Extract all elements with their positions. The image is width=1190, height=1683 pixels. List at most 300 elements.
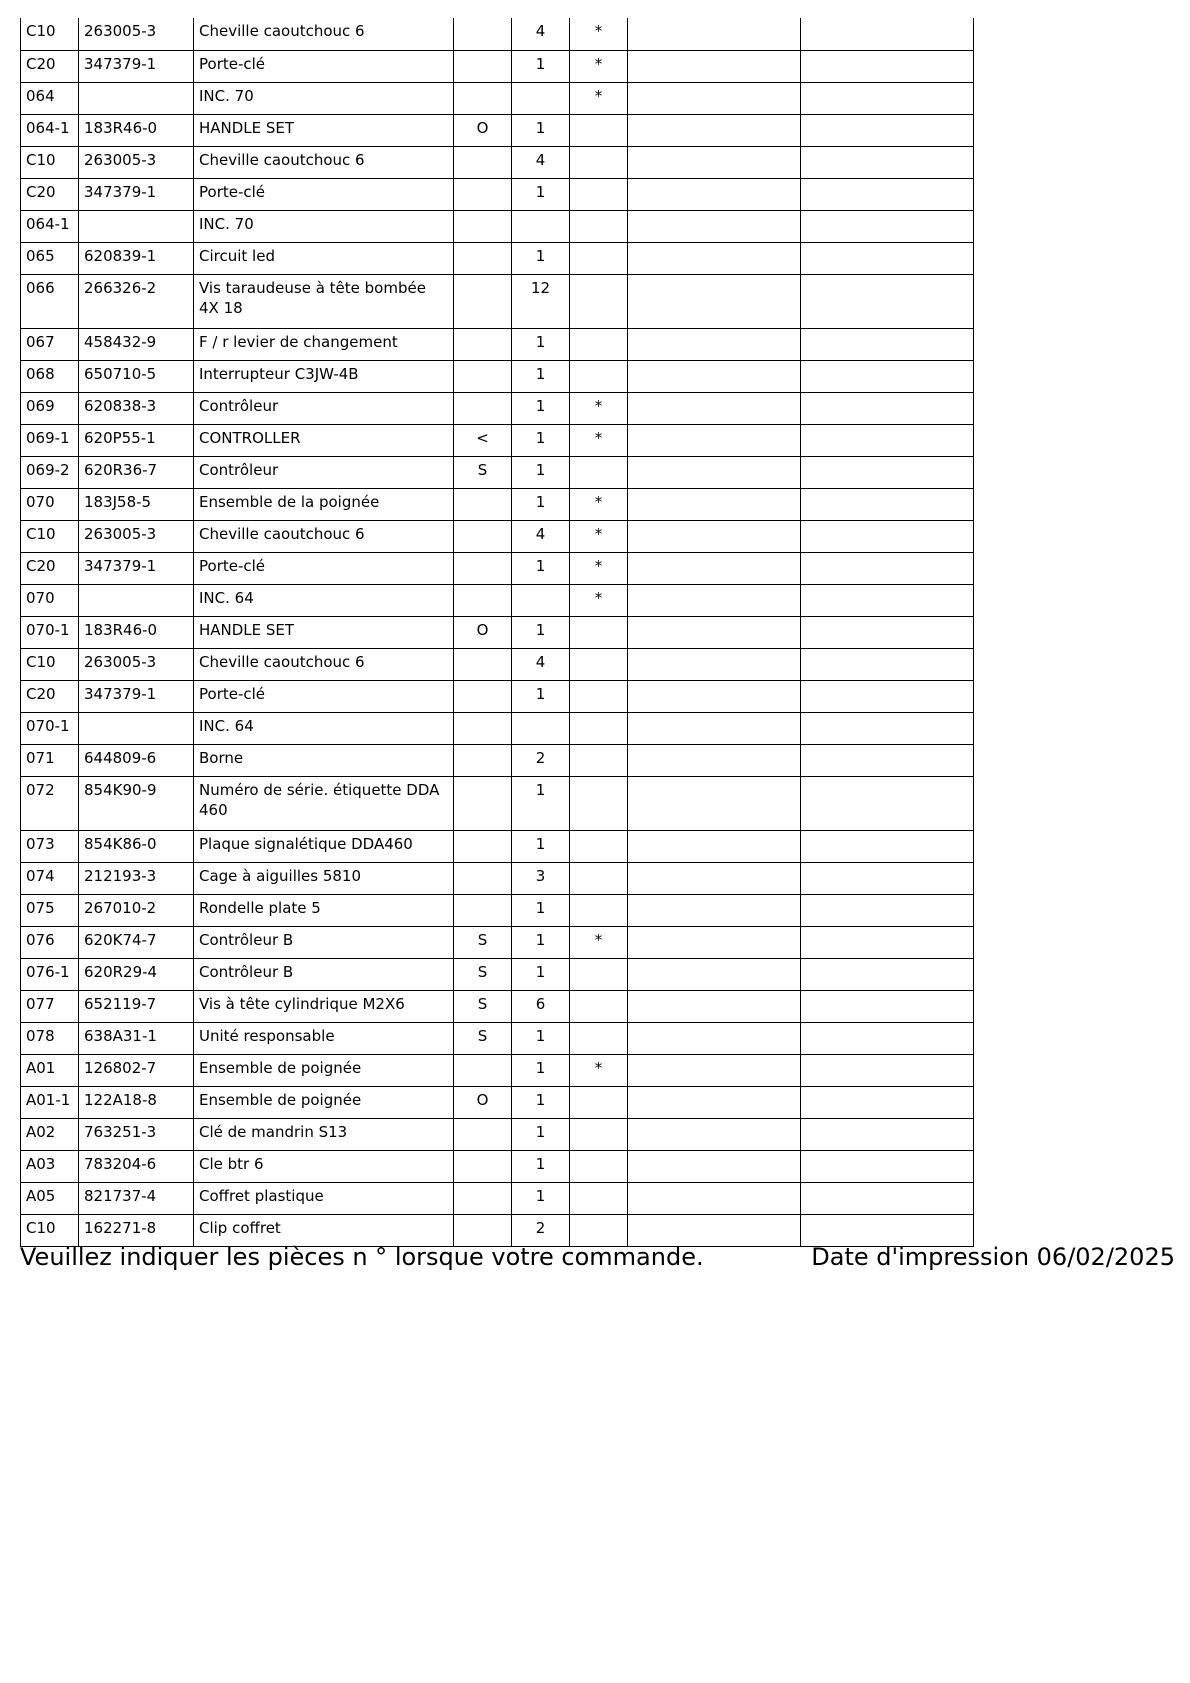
flag-cell — [454, 242, 512, 274]
item-number-cell: C10 — [21, 520, 79, 552]
flag-cell — [454, 1054, 512, 1086]
flag-cell — [454, 146, 512, 178]
description-cell: Cheville caoutchouc 6 — [194, 648, 454, 680]
table-row — [21, 210, 974, 242]
description-cell: Contrôleur B — [194, 958, 454, 990]
empty-cell — [801, 328, 974, 360]
part-number-cell: 620839-1 — [79, 242, 194, 274]
part-number-cell: 638A31-1 — [79, 1022, 194, 1054]
part-number-cell: 263005-3 — [79, 520, 194, 552]
empty-cell — [628, 680, 801, 712]
flag-cell: O — [454, 616, 512, 648]
quantity-cell — [512, 712, 570, 744]
flag-cell — [454, 584, 512, 616]
table-row — [21, 50, 974, 82]
order-instruction-note: Veuillez indiquer les pièces n ° lorsque votre commande. — [20, 1243, 704, 1271]
item-number-cell: 070 — [21, 488, 79, 520]
part-number-cell: 347379-1 — [79, 680, 194, 712]
mark-cell — [570, 744, 628, 776]
table-row — [21, 1150, 974, 1182]
flag-cell — [454, 210, 512, 242]
part-number-cell: 266326-2 — [79, 274, 194, 328]
item-number-cell: 065 — [21, 242, 79, 274]
mark-cell — [570, 274, 628, 328]
description-cell: Plaque signalétique DDA460 — [194, 830, 454, 862]
flag-cell — [454, 862, 512, 894]
item-number-cell: 067 — [21, 328, 79, 360]
mark-cell: * — [570, 584, 628, 616]
part-number-cell: 183R46-0 — [79, 616, 194, 648]
flag-cell — [454, 1118, 512, 1150]
description-cell: Ensemble de poignée — [194, 1086, 454, 1118]
empty-cell — [801, 18, 974, 50]
part-number-cell: 620K74-7 — [79, 926, 194, 958]
mark-cell — [570, 616, 628, 648]
empty-cell — [801, 114, 974, 146]
item-number-cell: 075 — [21, 894, 79, 926]
part-number-cell — [79, 712, 194, 744]
empty-cell — [801, 1118, 974, 1150]
item-number-cell: A01-1 — [21, 1086, 79, 1118]
item-number-cell: 070-1 — [21, 616, 79, 648]
empty-cell — [801, 210, 974, 242]
table-row — [21, 456, 974, 488]
flag-cell — [454, 488, 512, 520]
quantity-cell: 1 — [512, 552, 570, 584]
empty-cell — [628, 1086, 801, 1118]
empty-cell — [801, 1054, 974, 1086]
print-date: Date d'impression 06/02/2025 — [811, 1243, 1175, 1271]
flag-cell — [454, 552, 512, 584]
empty-cell — [628, 50, 801, 82]
part-number-cell: 263005-3 — [79, 648, 194, 680]
empty-cell — [628, 18, 801, 50]
table-row — [21, 1086, 974, 1118]
flag-cell — [454, 274, 512, 328]
description-cell: Rondelle plate 5 — [194, 894, 454, 926]
table-row — [21, 114, 974, 146]
flag-cell — [454, 1182, 512, 1214]
quantity-cell: 12 — [512, 274, 570, 328]
description-cell: Vis à tête cylindrique M2X6 — [194, 990, 454, 1022]
quantity-cell: 1 — [512, 776, 570, 830]
item-number-cell: 064 — [21, 82, 79, 114]
flag-cell: S — [454, 1022, 512, 1054]
item-number-cell: 072 — [21, 776, 79, 830]
item-number-cell: C20 — [21, 50, 79, 82]
description-cell: INC. 64 — [194, 712, 454, 744]
quantity-cell: 1 — [512, 926, 570, 958]
flag-cell — [454, 328, 512, 360]
description-cell: Cle btr 6 — [194, 1150, 454, 1182]
table-row — [21, 424, 974, 456]
empty-cell — [628, 178, 801, 210]
flag-cell: S — [454, 958, 512, 990]
quantity-cell: 1 — [512, 360, 570, 392]
quantity-cell — [512, 584, 570, 616]
mark-cell: * — [570, 552, 628, 584]
description-cell: Unité responsable — [194, 1022, 454, 1054]
empty-cell — [628, 990, 801, 1022]
mark-cell — [570, 1022, 628, 1054]
part-number-cell: 620838-3 — [79, 392, 194, 424]
quantity-cell: 1 — [512, 1118, 570, 1150]
empty-cell — [801, 1182, 974, 1214]
part-number-cell: 183J58-5 — [79, 488, 194, 520]
part-number-cell — [79, 210, 194, 242]
quantity-cell: 1 — [512, 894, 570, 926]
quantity-cell: 4 — [512, 520, 570, 552]
part-number-cell: 821737-4 — [79, 1182, 194, 1214]
quantity-cell: 1 — [512, 242, 570, 274]
description-cell: Contrôleur — [194, 392, 454, 424]
empty-cell — [801, 712, 974, 744]
empty-cell — [801, 488, 974, 520]
mark-cell — [570, 242, 628, 274]
part-number-cell: 347379-1 — [79, 552, 194, 584]
empty-cell — [628, 894, 801, 926]
part-number-cell: 183R46-0 — [79, 114, 194, 146]
quantity-cell: 4 — [512, 18, 570, 50]
empty-cell — [628, 584, 801, 616]
mark-cell — [570, 776, 628, 830]
item-number-cell: 068 — [21, 360, 79, 392]
table-row — [21, 616, 974, 648]
mark-cell — [570, 712, 628, 744]
flag-cell — [454, 360, 512, 392]
empty-cell — [628, 552, 801, 584]
quantity-cell: 1 — [512, 50, 570, 82]
mark-cell — [570, 210, 628, 242]
part-number-cell: 620P55-1 — [79, 424, 194, 456]
table-row — [21, 680, 974, 712]
flag-cell — [454, 50, 512, 82]
part-number-cell: 458432-9 — [79, 328, 194, 360]
parts-table-body — [21, 18, 974, 1246]
empty-cell — [628, 424, 801, 456]
table-row — [21, 146, 974, 178]
empty-cell — [801, 1086, 974, 1118]
empty-cell — [801, 456, 974, 488]
empty-cell — [801, 584, 974, 616]
flag-cell — [454, 830, 512, 862]
item-number-cell: C10 — [21, 18, 79, 50]
description-cell: Clip coffret — [194, 1214, 454, 1246]
table-row — [21, 712, 974, 744]
empty-cell — [628, 82, 801, 114]
empty-cell — [801, 274, 974, 328]
empty-cell — [628, 1118, 801, 1150]
part-number-cell: 263005-3 — [79, 146, 194, 178]
table-row — [21, 1022, 974, 1054]
item-number-cell: 066 — [21, 274, 79, 328]
table-row — [21, 392, 974, 424]
table-row — [21, 648, 974, 680]
part-number-cell: 122A18-8 — [79, 1086, 194, 1118]
mark-cell — [570, 830, 628, 862]
flag-cell — [454, 82, 512, 114]
description-cell: Porte-clé — [194, 680, 454, 712]
quantity-cell: 1 — [512, 488, 570, 520]
table-row — [21, 274, 974, 328]
description-cell: Borne — [194, 744, 454, 776]
item-number-cell: 073 — [21, 830, 79, 862]
quantity-cell: 1 — [512, 424, 570, 456]
empty-cell — [628, 146, 801, 178]
quantity-cell: 1 — [512, 392, 570, 424]
description-cell: Cheville caoutchouc 6 — [194, 520, 454, 552]
empty-cell — [628, 744, 801, 776]
flag-cell — [454, 776, 512, 830]
item-number-cell: A01 — [21, 1054, 79, 1086]
quantity-cell — [512, 210, 570, 242]
empty-cell — [801, 242, 974, 274]
empty-cell — [801, 1150, 974, 1182]
empty-cell — [628, 830, 801, 862]
part-number-cell: 263005-3 — [79, 18, 194, 50]
description-cell: Ensemble de poignée — [194, 1054, 454, 1086]
description-cell: INC. 70 — [194, 210, 454, 242]
flag-cell — [454, 392, 512, 424]
item-number-cell: 064-1 — [21, 114, 79, 146]
mark-cell: * — [570, 424, 628, 456]
quantity-cell: 2 — [512, 1214, 570, 1246]
table-row — [21, 958, 974, 990]
quantity-cell: 1 — [512, 114, 570, 146]
quantity-cell: 1 — [512, 1182, 570, 1214]
flag-cell — [454, 744, 512, 776]
mark-cell — [570, 456, 628, 488]
description-cell: HANDLE SET — [194, 616, 454, 648]
table-row — [21, 584, 974, 616]
empty-cell — [628, 1054, 801, 1086]
table-row — [21, 990, 974, 1022]
part-number-cell: 267010-2 — [79, 894, 194, 926]
table-row — [21, 242, 974, 274]
part-number-cell: 162271-8 — [79, 1214, 194, 1246]
empty-cell — [628, 712, 801, 744]
empty-cell — [801, 146, 974, 178]
quantity-cell: 2 — [512, 744, 570, 776]
flag-cell — [454, 680, 512, 712]
table-row — [21, 82, 974, 114]
part-number-cell: 783204-6 — [79, 1150, 194, 1182]
mark-cell: * — [570, 520, 628, 552]
quantity-cell — [512, 82, 570, 114]
mark-cell — [570, 1182, 628, 1214]
item-number-cell: A05 — [21, 1182, 79, 1214]
part-number-cell — [79, 82, 194, 114]
empty-cell — [801, 392, 974, 424]
part-number-cell: 854K90-9 — [79, 776, 194, 830]
mark-cell: * — [570, 1054, 628, 1086]
description-cell: Ensemble de la poignée — [194, 488, 454, 520]
empty-cell — [801, 830, 974, 862]
table-row — [21, 360, 974, 392]
mark-cell — [570, 680, 628, 712]
flag-cell — [454, 894, 512, 926]
flag-cell — [454, 18, 512, 50]
empty-cell — [801, 776, 974, 830]
flag-cell — [454, 712, 512, 744]
empty-cell — [801, 926, 974, 958]
mark-cell: * — [570, 82, 628, 114]
item-number-cell: 064-1 — [21, 210, 79, 242]
description-cell: Porte-clé — [194, 50, 454, 82]
item-number-cell: 077 — [21, 990, 79, 1022]
quantity-cell: 3 — [512, 862, 570, 894]
empty-cell — [801, 958, 974, 990]
description-cell: HANDLE SET — [194, 114, 454, 146]
description-cell: Contrôleur B — [194, 926, 454, 958]
quantity-cell: 1 — [512, 1086, 570, 1118]
empty-cell — [801, 680, 974, 712]
table-row — [21, 926, 974, 958]
mark-cell — [570, 1118, 628, 1150]
empty-cell — [628, 616, 801, 648]
item-number-cell: 070-1 — [21, 712, 79, 744]
item-number-cell: C20 — [21, 552, 79, 584]
item-number-cell: 078 — [21, 1022, 79, 1054]
quantity-cell: 1 — [512, 830, 570, 862]
item-number-cell: 069 — [21, 392, 79, 424]
quantity-cell: 1 — [512, 1054, 570, 1086]
table-row — [21, 894, 974, 926]
part-number-cell — [79, 584, 194, 616]
part-number-cell: 347379-1 — [79, 50, 194, 82]
flag-cell — [454, 178, 512, 210]
table-row — [21, 520, 974, 552]
empty-cell — [801, 894, 974, 926]
mark-cell — [570, 990, 628, 1022]
mark-cell — [570, 178, 628, 210]
quantity-cell: 1 — [512, 958, 570, 990]
empty-cell — [628, 1150, 801, 1182]
item-number-cell: 074 — [21, 862, 79, 894]
mark-cell — [570, 328, 628, 360]
description-cell: Contrôleur — [194, 456, 454, 488]
description-cell: Porte-clé — [194, 178, 454, 210]
mark-cell: * — [570, 50, 628, 82]
empty-cell — [628, 776, 801, 830]
item-number-cell: C10 — [21, 648, 79, 680]
description-cell: Circuit led — [194, 242, 454, 274]
part-number-cell: 620R29-4 — [79, 958, 194, 990]
mark-cell — [570, 360, 628, 392]
empty-cell — [801, 744, 974, 776]
empty-cell — [801, 1022, 974, 1054]
description-cell: Cage à aiguilles 5810 — [194, 862, 454, 894]
flag-cell — [454, 648, 512, 680]
part-number-cell: 126802-7 — [79, 1054, 194, 1086]
empty-cell — [628, 958, 801, 990]
empty-cell — [628, 926, 801, 958]
description-cell: Cheville caoutchouc 6 — [194, 146, 454, 178]
mark-cell: * — [570, 488, 628, 520]
description-cell: Coffret plastique — [194, 1182, 454, 1214]
description-cell: Interrupteur C3JW-4B — [194, 360, 454, 392]
mark-cell — [570, 894, 628, 926]
description-cell: Vis taraudeuse à tête bombée 4X 18 — [194, 274, 454, 328]
empty-cell — [628, 1182, 801, 1214]
empty-cell — [801, 178, 974, 210]
mark-cell: * — [570, 392, 628, 424]
empty-cell — [801, 360, 974, 392]
flag-cell: < — [454, 424, 512, 456]
quantity-cell: 6 — [512, 990, 570, 1022]
table-row — [21, 1118, 974, 1150]
flag-cell: O — [454, 114, 512, 146]
item-number-cell: C10 — [21, 146, 79, 178]
part-number-cell: 650710-5 — [79, 360, 194, 392]
item-number-cell: 070 — [21, 584, 79, 616]
empty-cell — [628, 1022, 801, 1054]
quantity-cell: 1 — [512, 1150, 570, 1182]
description-cell: Porte-clé — [194, 552, 454, 584]
empty-cell — [801, 50, 974, 82]
mark-cell: * — [570, 926, 628, 958]
item-number-cell: 076 — [21, 926, 79, 958]
quantity-cell: 1 — [512, 456, 570, 488]
item-number-cell: A03 — [21, 1150, 79, 1182]
part-number-cell: 212193-3 — [79, 862, 194, 894]
empty-cell — [628, 488, 801, 520]
item-number-cell: A02 — [21, 1118, 79, 1150]
description-cell: INC. 64 — [194, 584, 454, 616]
empty-cell — [628, 648, 801, 680]
part-number-cell: 652119-7 — [79, 990, 194, 1022]
flag-cell: O — [454, 1086, 512, 1118]
description-cell: F / r levier de changement — [194, 328, 454, 360]
parts-table — [20, 18, 974, 1247]
mark-cell — [570, 958, 628, 990]
quantity-cell: 1 — [512, 1022, 570, 1054]
part-number-cell: 347379-1 — [79, 178, 194, 210]
part-number-cell: 644809-6 — [79, 744, 194, 776]
mark-cell — [570, 1086, 628, 1118]
quantity-cell: 1 — [512, 328, 570, 360]
table-row — [21, 1182, 974, 1214]
empty-cell — [801, 616, 974, 648]
table-row — [21, 552, 974, 584]
flag-cell — [454, 1150, 512, 1182]
empty-cell — [628, 210, 801, 242]
description-cell: Clé de mandrin S13 — [194, 1118, 454, 1150]
description-cell: Cheville caoutchouc 6 — [194, 18, 454, 50]
empty-cell — [801, 990, 974, 1022]
table-row — [21, 18, 974, 50]
table-row — [21, 178, 974, 210]
flag-cell: S — [454, 926, 512, 958]
empty-cell — [628, 242, 801, 274]
table-row — [21, 830, 974, 862]
empty-cell — [801, 862, 974, 894]
part-number-cell: 854K86-0 — [79, 830, 194, 862]
empty-cell — [628, 456, 801, 488]
table-row — [21, 488, 974, 520]
mark-cell: * — [570, 18, 628, 50]
mark-cell — [570, 114, 628, 146]
quantity-cell: 4 — [512, 146, 570, 178]
empty-cell — [628, 360, 801, 392]
empty-cell — [801, 424, 974, 456]
empty-cell — [801, 520, 974, 552]
flag-cell: S — [454, 990, 512, 1022]
description-cell: CONTROLLER — [194, 424, 454, 456]
quantity-cell: 1 — [512, 178, 570, 210]
empty-cell — [628, 274, 801, 328]
description-cell: Numéro de série. étiquette DDA 460 — [194, 776, 454, 830]
